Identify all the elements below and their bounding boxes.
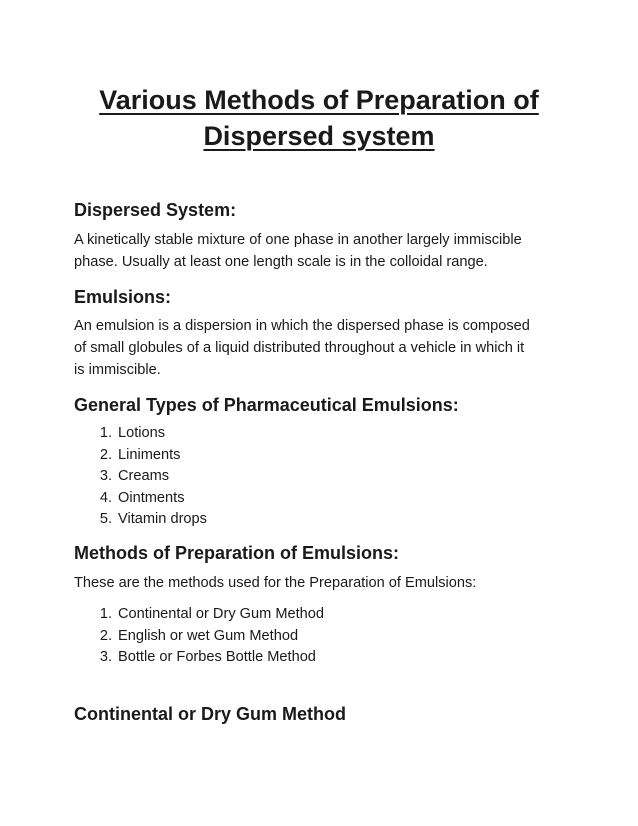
heading-general-types: General Types of Pharmaceutical Emulsions: (74, 395, 459, 415)
emulsions-text-line-2: of small globules of a liquid distributed throughout a vehicle in which it (74, 340, 525, 356)
list-item-label: Lotions (118, 425, 166, 441)
list-item (74, 509, 207, 531)
list-item-number: 4. (99, 489, 112, 506)
list-item-number: 5. (99, 511, 112, 528)
heading-dispersed-system: Dispersed System: (74, 200, 237, 220)
list-item-number: 1. (99, 425, 112, 441)
list-item-number: 3. (99, 468, 112, 485)
list-item-label: Vitamin drops (118, 511, 207, 528)
list-item-number: 2. (99, 627, 112, 644)
heading-emulsions: Emulsions: (74, 287, 172, 307)
methods-intro: These are the methods used for the Preparation of Emulsions: (74, 575, 477, 591)
dispersed-system-text-line-1: A kinetically stable mixture of one phase in another largely immiscible (74, 232, 522, 248)
list-item-label: Liniments (118, 446, 181, 463)
heading-continental-dry-gum: Continental or Dry Gum Method (74, 704, 346, 724)
methods-list (74, 604, 324, 669)
list-item-number: 2. (99, 446, 112, 463)
list-item-number: 3. (99, 649, 112, 666)
emulsions-text-line-1: An emulsion is a dispersion in which the dispersed phase is composed (74, 318, 530, 334)
list-item (74, 445, 207, 467)
list-item-label: Continental or Dry Gum Method (118, 606, 325, 622)
list-item (74, 647, 324, 669)
list-item-label: Bottle or Forbes Bottle Method (118, 649, 316, 666)
list-item (74, 626, 324, 648)
general-types-list (74, 423, 207, 531)
list-item-label: Creams (118, 468, 170, 485)
emulsions-text-line-3: is immiscible. (74, 362, 161, 378)
list-item (74, 604, 324, 626)
list-item (74, 423, 207, 445)
dispersed-system-text-line-2: phase. Usually at least one length scale is in the colloidal range. (74, 254, 488, 270)
list-item (74, 466, 207, 488)
page-title-line-2: Dispersed system (203, 121, 435, 151)
list-item-label: Ointments (118, 489, 185, 506)
page-title-line-1: Various Methods of Preparation of (99, 85, 539, 115)
heading-methods: Methods of Preparation of Emulsions: (74, 543, 400, 563)
list-item-number: 1. (99, 606, 112, 622)
list-item (74, 488, 207, 510)
list-item-label: English or wet Gum Method (118, 627, 299, 644)
